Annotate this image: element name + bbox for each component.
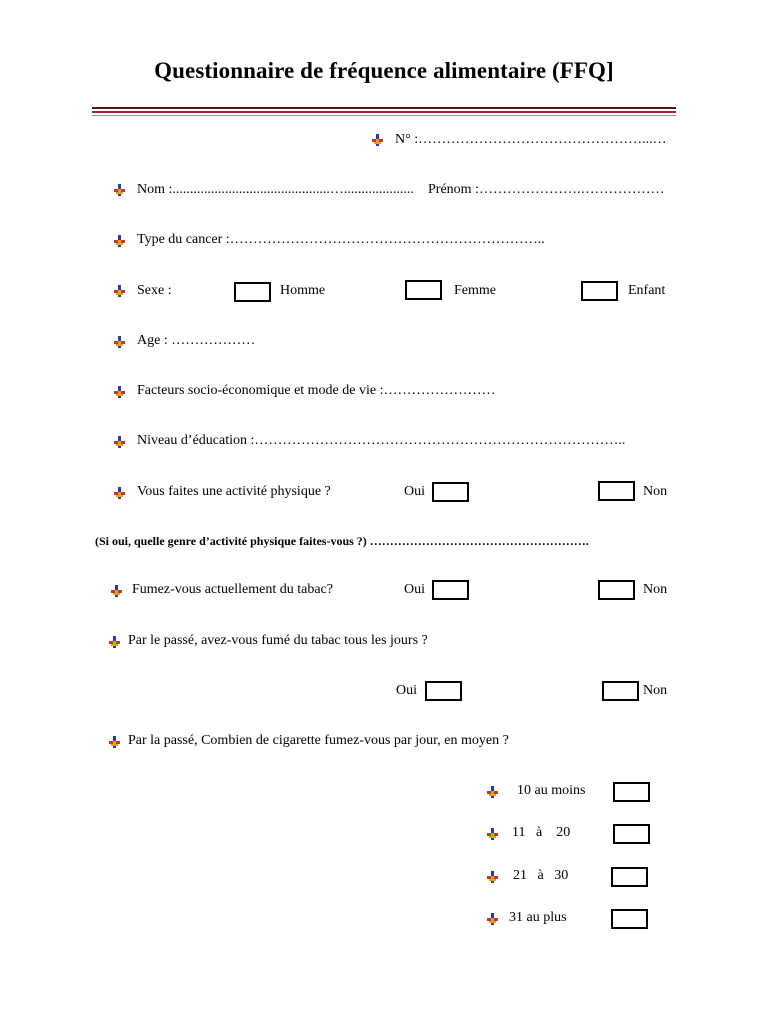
sexe-label: Sexe : [137, 283, 172, 298]
cigarettes-option-label: 31 au plus [509, 910, 567, 925]
passe-question: Par le passé, avez-vous fumé du tabac tous les jours ? [128, 633, 428, 648]
checkbox-cigarettes-31[interactable] [611, 909, 648, 929]
cigarettes-option-label: 11 à 20 [512, 825, 571, 840]
cigarettes-option-label: 21 à 30 [513, 868, 569, 883]
checkbox-cigarettes-21-30[interactable] [611, 867, 648, 887]
homme-label: Homme [280, 283, 326, 298]
bullet-icon [487, 786, 498, 798]
checkbox-activite-oui[interactable] [432, 482, 469, 502]
age-field[interactable]: Age : ……………… [137, 333, 256, 348]
enfant-label: Enfant [628, 283, 666, 298]
cigarettes-question: Par la passé, Combien de cigarette fumez-vous par jour, en moyen ? [128, 733, 509, 748]
bullet-icon [111, 585, 122, 597]
bullet-icon [114, 436, 125, 448]
activite-oui-label: Oui [404, 484, 425, 499]
checkbox-femme[interactable] [405, 280, 442, 300]
bullet-icon [109, 636, 120, 648]
femme-label: Femme [454, 283, 496, 298]
bullet-icon [109, 736, 120, 748]
checkbox-homme[interactable] [234, 282, 271, 302]
prenom-field[interactable]: Prénom :………………….……………… [428, 182, 665, 197]
facteurs-field[interactable]: Facteurs socio-économique et mode de vie :…………………… [137, 383, 496, 398]
tabac-non-label: Non [643, 582, 668, 597]
checkbox-tabac-non[interactable] [598, 580, 635, 600]
niveau-education-field[interactable]: Niveau d’éducation :…………………………………………………………………….. [137, 433, 626, 448]
bullet-icon [487, 828, 498, 840]
checkbox-tabac-oui[interactable] [432, 580, 469, 600]
tabac-question: Fumez-vous actuellement du tabac? [132, 582, 333, 597]
bullet-icon [114, 487, 125, 499]
bullet-icon [487, 871, 498, 883]
bullet-icon [114, 336, 125, 348]
page-title: Questionnaire de fréquence alimentaire (FFQ] [154, 58, 614, 83]
bullet-icon [487, 913, 498, 925]
checkbox-cigarettes-10[interactable] [613, 782, 650, 802]
numero-field[interactable]: N° :…………………………………………...… [395, 132, 667, 147]
tabac-oui-label: Oui [404, 582, 425, 597]
title-rule [92, 107, 676, 109]
passe-oui-label: Oui [396, 683, 417, 698]
checkbox-cigarettes-11-20[interactable] [613, 824, 650, 844]
bullet-icon [114, 184, 125, 196]
title-rule [92, 115, 676, 116]
checkbox-activite-non[interactable] [598, 481, 635, 501]
bullet-icon [372, 134, 383, 146]
si-oui-field[interactable]: (Si oui, quelle genre d’activité physique faites-vous ?) ………………………………………………. [95, 534, 589, 548]
checkbox-passe-non[interactable] [602, 681, 639, 701]
bullet-icon [114, 235, 125, 247]
cigarettes-option-label: 10 au moins [517, 783, 586, 798]
activite-question: Vous faites une activité physique ? [137, 484, 331, 499]
bullet-icon [114, 386, 125, 398]
activite-non-label: Non [643, 484, 668, 499]
checkbox-enfant[interactable] [581, 281, 618, 301]
nom-field[interactable]: Nom :.............................................….................... [137, 182, 414, 197]
bullet-icon [114, 285, 125, 297]
checkbox-passe-oui[interactable] [425, 681, 462, 701]
title-rule [92, 111, 676, 113]
passe-non-label: Non [643, 683, 668, 698]
type-cancer-field[interactable]: Type du cancer :………………………………………………………….. [137, 232, 545, 247]
